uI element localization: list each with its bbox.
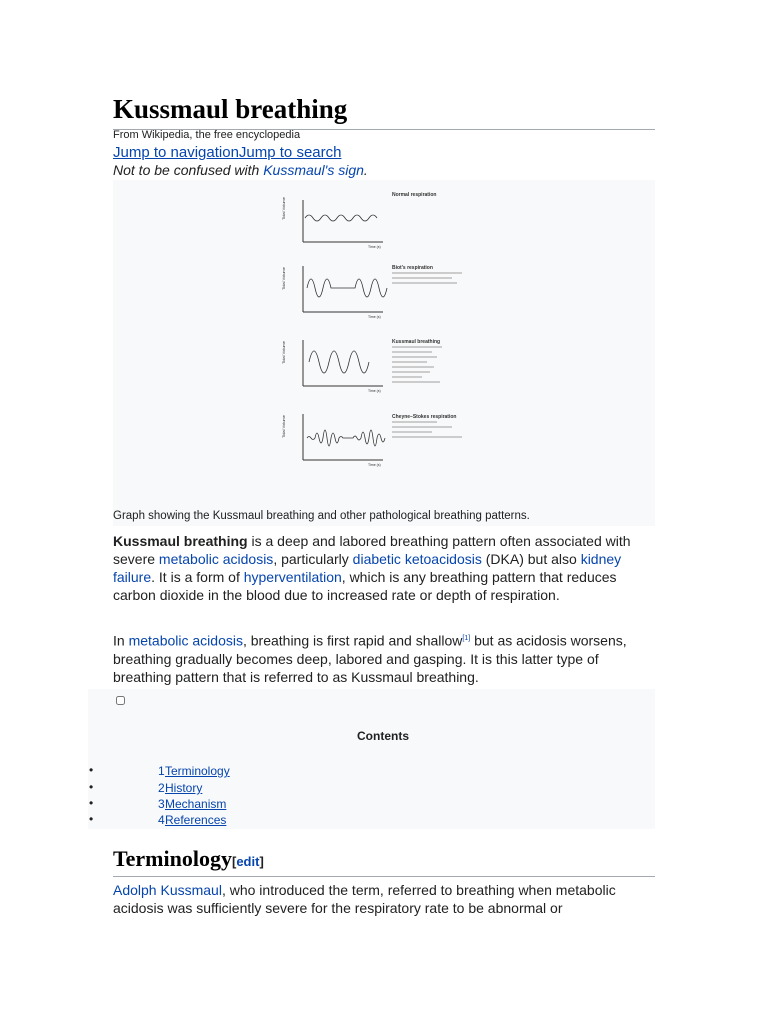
panel-biot-xlabel: Time (s) xyxy=(368,315,381,319)
panel-cheyne-xlabel: Time (s) xyxy=(368,463,381,467)
toc-item-history[interactable] xyxy=(0,781,260,797)
second-paragraph xyxy=(113,630,655,686)
panel-kussmaul xyxy=(281,339,442,393)
diabetic-ketoacidosis-link[interactable]: diabetic ketoacidosis xyxy=(352,551,482,567)
terminology-paragraph xyxy=(113,881,655,917)
terminology-text: , who introduced the term, referred to breathing when metabolic acidosis was sufficiently severe for the respiratory rate to be abnormal or xyxy=(113,882,616,916)
toc-link-history[interactable]: History xyxy=(165,781,203,795)
panel-biot-title: Biot's respiration xyxy=(392,265,433,271)
metabolic-acidosis-link[interactable]: metabolic acidosis xyxy=(158,551,274,567)
jump-links xyxy=(113,144,341,161)
panel-kussmaul-ylabel: Tidal Volume xyxy=(281,341,286,364)
bullet-icon: • xyxy=(89,763,94,777)
intro-text-2: , particularly xyxy=(273,551,353,567)
site-tagline: From Wikipedia, the free encyclopedia xyxy=(113,129,301,141)
kidney-failure-link[interactable]: kidney failure xyxy=(113,551,622,585)
panel-cheyne-title: Cheyne–Stokes respiration xyxy=(392,414,457,420)
figure-caption: Graph showing the Kussmaul breathing and other pathological breathing patterns. xyxy=(113,510,530,522)
biot-wave xyxy=(307,279,387,297)
reference-1[interactable]: [1] xyxy=(462,635,471,642)
toc-number: 4 xyxy=(158,813,165,827)
toc-item-references[interactable] xyxy=(0,813,260,829)
intro-text-4: . It is a form of xyxy=(151,569,244,585)
kussmauls-sign-link[interactable]: Kussmaul's sign xyxy=(263,162,364,178)
bullet-icon: • xyxy=(89,812,94,826)
edit-section-link[interactable]: edit xyxy=(236,854,260,869)
hatnote-suffix: . xyxy=(363,162,368,178)
term-bold: Kussmaul breathing xyxy=(113,533,248,549)
section-heading-text: Terminology xyxy=(113,846,232,871)
toc-toggle-checkbox[interactable] xyxy=(116,696,125,705)
intro-paragraph xyxy=(113,532,655,604)
section-heading-terminology xyxy=(113,845,655,877)
intro-text-3: (DKA) but also xyxy=(481,551,581,567)
panel-normal-title: Normal respiration xyxy=(392,192,437,198)
toc-link-references[interactable]: References xyxy=(165,813,227,827)
normal-wave xyxy=(305,215,377,221)
toc-title: Contents xyxy=(357,729,409,743)
edit-bracket-close: ] xyxy=(259,854,264,869)
hatnote xyxy=(113,162,368,178)
edit-bracket-open: [ xyxy=(231,854,237,869)
toc-link-mechanism[interactable]: Mechanism xyxy=(165,797,227,811)
bullet-icon: • xyxy=(89,780,94,794)
adolph-kussmaul-link[interactable]: Adolph Kussmaul xyxy=(113,882,222,898)
toc-link-terminology[interactable]: Terminology xyxy=(165,764,230,778)
panel-kussmaul-xlabel: Time (s) xyxy=(368,389,381,393)
p2-text-1: , breathing is first rapid and shallow xyxy=(242,632,463,649)
bullet-icon: • xyxy=(89,796,94,810)
panel-biot-ylabel: Tidal Volume xyxy=(281,267,286,290)
page-title: Kussmaul breathing xyxy=(113,92,655,130)
intro-text-1: is a deep and labored breathing pattern often associated with severe xyxy=(113,533,631,567)
toc-item-terminology[interactable] xyxy=(0,764,260,780)
cheyne-stokes-wave xyxy=(307,430,385,446)
breathing-patterns-graph xyxy=(113,180,655,526)
intro-text-5: , which is any breathing pattern that reduces carbon dioxide in the blood due to increased rate or depth of respiration. xyxy=(113,569,617,603)
panel-cheyne-stokes xyxy=(281,414,462,467)
hatnote-prefix: Not to be confused with xyxy=(113,162,264,178)
kussmaul-wave xyxy=(309,351,369,373)
toc-item-mechanism[interactable] xyxy=(0,797,260,813)
panel-cheyne-ylabel: Tidal Volume xyxy=(281,415,286,438)
panel-kussmaul-title: Kussmaul breathing xyxy=(392,339,441,345)
metabolic-acidosis-link-2[interactable]: metabolic acidosis xyxy=(128,632,243,649)
hyperventilation-link[interactable]: hyperventilation xyxy=(243,569,342,585)
toc-number: 3 xyxy=(158,797,165,811)
panel-biot xyxy=(281,265,462,319)
jump-to-navigation-link[interactable]: Jump to navigation xyxy=(113,144,239,161)
jump-to-search-link[interactable]: Jump to search xyxy=(238,144,342,161)
panel-normal-ylabel: Tidal Volume xyxy=(281,197,286,220)
toc-number: 2 xyxy=(158,781,165,795)
panel-normal xyxy=(281,192,436,249)
toc-number: 1 xyxy=(158,764,165,778)
panel-normal-xlabel: Time (s) xyxy=(368,245,381,249)
p2-text-0: In xyxy=(113,632,129,649)
edit-section xyxy=(232,854,264,869)
p2-text-2: but as acidosis worsens, breathing gradually becomes deep, labored and gasping. It is this latter type of breathing pattern that is referred to as Kussmaul breathing. xyxy=(113,632,627,685)
breathing-patterns-figure xyxy=(113,180,655,526)
